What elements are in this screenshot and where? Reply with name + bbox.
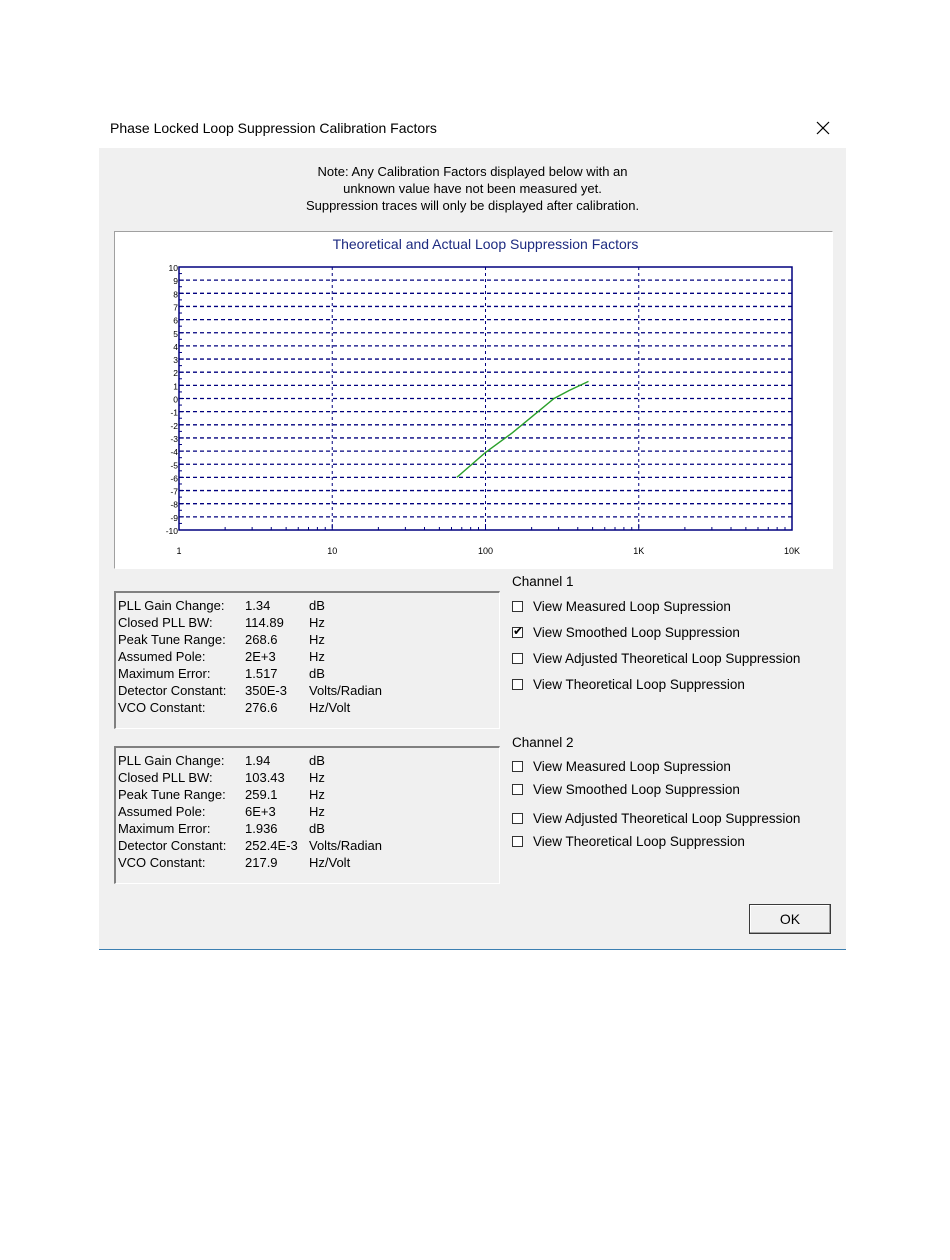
y-tick-label: 10	[168, 263, 178, 273]
info-label: PLL Gain Change:	[118, 753, 225, 768]
info-value: 1.34	[245, 598, 271, 613]
info-value: 2E+3	[245, 649, 276, 664]
checkbox[interactable]	[512, 679, 523, 690]
channel2-option-3[interactable]	[512, 811, 800, 826]
x-tick-label: 10K	[783, 546, 801, 556]
channel2-option-1[interactable]	[512, 759, 731, 774]
info-label: Detector Constant:	[118, 683, 227, 698]
info-unit: Hz/Volt	[309, 855, 351, 870]
checkbox-label: View Smoothed Loop Suppression	[533, 625, 740, 640]
y-tick-label: -8	[170, 499, 178, 510]
y-tick-label: 6	[173, 315, 178, 326]
y-tick-label: 8	[173, 289, 178, 300]
info-label: Assumed Pole:	[118, 649, 206, 664]
info-value: 276.6	[245, 700, 278, 715]
y-tick-label: -9	[170, 512, 178, 523]
note-line-3: Suppression traces will only be displayed after calibration.	[305, 198, 640, 213]
info-value: 6E+3	[245, 804, 276, 819]
info-row	[118, 665, 499, 682]
info-label: Detector Constant:	[118, 838, 227, 853]
info-unit: Hz	[309, 649, 325, 664]
info-row	[118, 820, 499, 837]
close-button[interactable]	[800, 108, 846, 148]
info-label: VCO Constant:	[118, 700, 206, 715]
info-row	[118, 786, 499, 803]
info-row	[118, 648, 499, 665]
x-tick-label: 1	[176, 546, 182, 556]
checkbox-label: View Measured Loop Supression	[533, 599, 731, 614]
info-label: VCO Constant:	[118, 855, 206, 870]
checkbox-label: View Theoretical Loop Suppression	[533, 834, 745, 849]
checkbox-label: View Smoothed Loop Suppression	[533, 782, 740, 797]
close-icon	[816, 121, 830, 135]
info-unit: Hz/Volt	[309, 700, 351, 715]
info-unit: Hz	[309, 615, 325, 630]
series-line-1	[457, 381, 589, 477]
checkbox[interactable]	[512, 761, 523, 772]
channel1-option-1[interactable]	[512, 599, 731, 614]
checkbox[interactable]	[512, 836, 523, 847]
checkbox-label: View Measured Loop Supression	[533, 759, 731, 774]
info-row	[118, 597, 499, 614]
y-tick-label: 9	[173, 276, 178, 287]
info-unit: dB	[309, 598, 325, 613]
y-tick-label: 7	[173, 302, 178, 313]
info-row	[118, 803, 499, 820]
y-tick-label: 5	[173, 328, 178, 339]
info-label: Peak Tune Range:	[118, 787, 226, 802]
y-tick-label: 0	[173, 394, 178, 405]
channel1-option-3[interactable]	[512, 651, 800, 666]
channel1-title: Channel 1	[512, 574, 574, 589]
info-label: Assumed Pole:	[118, 804, 206, 819]
info-row	[118, 699, 499, 716]
info-value: 217.9	[245, 855, 278, 870]
channel1-info-panel	[114, 591, 500, 729]
calibration-note	[99, 163, 846, 214]
info-value: 1.517	[245, 666, 278, 681]
note-line-2: unknown value have not been measured yet.	[343, 181, 602, 196]
window-title: Phase Locked Loop Suppression Calibration Factors	[110, 120, 437, 136]
info-row	[118, 614, 499, 631]
suppression-chart	[114, 231, 833, 569]
checkbox-label: View Adjusted Theoretical Loop Suppression	[533, 651, 801, 666]
checkbox-label: View Adjusted Theoretical Loop Suppression	[533, 811, 801, 826]
checkbox[interactable]	[512, 601, 523, 612]
info-value: 114.89	[245, 615, 284, 630]
info-unit: dB	[309, 753, 325, 768]
info-unit: dB	[309, 666, 325, 681]
note-line-1: Note: Any Calibration Factors displayed below with an	[317, 164, 628, 179]
info-row	[118, 854, 499, 871]
info-unit: Volts/Radian	[309, 838, 382, 853]
channel1-option-2[interactable]	[512, 625, 740, 640]
channel2-title: Channel 2	[512, 735, 574, 750]
y-tick-label: 4	[173, 341, 178, 352]
chart-svg	[115, 232, 832, 568]
y-tick-label: -6	[170, 473, 178, 484]
info-row	[118, 631, 499, 648]
checkbox[interactable]	[512, 624, 524, 638]
channel2-option-4[interactable]	[512, 834, 745, 849]
y-tick-label: -4	[170, 447, 178, 458]
info-value: 1.94	[245, 753, 271, 768]
y-tick-label: 2	[173, 368, 178, 379]
checkbox-label: View Theoretical Loop Suppression	[533, 677, 745, 692]
info-value: 268.6	[245, 632, 278, 647]
info-row	[118, 682, 499, 699]
chart-title: Theoretical and Actual Loop Suppression Factors	[332, 236, 639, 252]
info-label: Maximum Error:	[118, 666, 211, 681]
info-value: 259.1	[245, 787, 278, 802]
info-value: 1.936	[245, 821, 278, 836]
ok-button[interactable]: OK	[749, 904, 831, 934]
info-row	[118, 769, 499, 786]
channel2-option-2[interactable]	[512, 782, 740, 797]
y-tick-label: -7	[170, 486, 178, 497]
info-unit: dB	[309, 821, 325, 836]
checkmark-icon: ✔	[513, 624, 524, 638]
info-row	[118, 837, 499, 854]
checkbox[interactable]	[512, 813, 523, 824]
info-unit: Hz	[309, 632, 325, 647]
y-tick-label: -3	[170, 433, 178, 444]
info-unit: Volts/Radian	[309, 683, 382, 698]
info-value: 350E-3	[245, 683, 287, 698]
info-unit: Hz	[309, 787, 325, 802]
info-label: Closed PLL BW:	[118, 770, 213, 785]
info-label: Closed PLL BW:	[118, 615, 213, 630]
y-tick-label: -5	[170, 460, 178, 471]
info-value: 252.4E-3	[245, 838, 298, 853]
checkbox[interactable]	[512, 653, 523, 664]
calibration-dialog	[99, 108, 846, 950]
x-tick-label: 10	[327, 546, 338, 556]
info-unit: Hz	[309, 770, 325, 785]
channel2-info-panel	[114, 746, 500, 884]
info-label: Maximum Error:	[118, 821, 211, 836]
x-tick-label: 100	[477, 546, 494, 556]
x-tick-label: 1K	[633, 546, 645, 556]
info-label: Peak Tune Range:	[118, 632, 226, 647]
info-unit: Hz	[309, 804, 325, 819]
y-tick-label: -10	[165, 526, 178, 536]
checkbox[interactable]	[512, 784, 523, 795]
y-tick-label: -2	[170, 420, 178, 431]
y-tick-label: 3	[173, 355, 178, 366]
info-row	[118, 752, 499, 769]
y-tick-label: -1	[170, 407, 178, 418]
y-tick-label: 1	[173, 381, 178, 392]
info-label: PLL Gain Change:	[118, 598, 225, 613]
channel1-option-4[interactable]	[512, 677, 745, 692]
title-bar	[99, 108, 846, 148]
info-value: 103.43	[245, 770, 285, 785]
